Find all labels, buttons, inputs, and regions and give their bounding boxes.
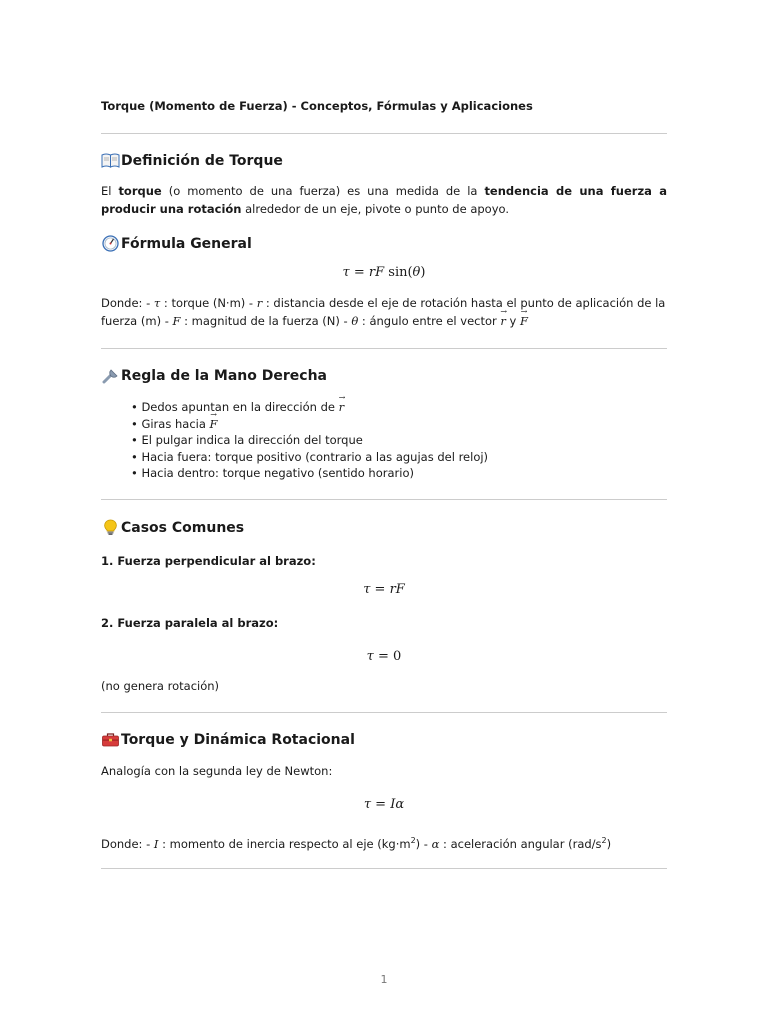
- text: Donde: -: [101, 836, 154, 851]
- formula-variables: [101, 294, 667, 330]
- list-item: [131, 449, 488, 466]
- bold-text: torque: [118, 184, 162, 198]
- section-title: Fórmula General: [121, 235, 252, 252]
- divider: [101, 133, 667, 134]
- open-book-icon: [101, 152, 120, 169]
- text: ): [606, 836, 612, 851]
- text: El pulgar indica la dirección del torque: [141, 433, 363, 447]
- math-symbol: α: [431, 836, 440, 851]
- text: : aceleración angular (rad/s: [439, 836, 602, 851]
- divider: [101, 868, 667, 869]
- math-symbol: τ: [342, 265, 350, 280]
- list-item: [131, 432, 488, 449]
- text: Hacia fuera: torque positivo (contrario a las agujas del reloj): [141, 449, 489, 464]
- vector-symbol: F →: [520, 312, 528, 330]
- case2-equation: [101, 649, 667, 664]
- text: Giras hacia: [141, 416, 210, 431]
- divider: [101, 499, 667, 500]
- math-symbol: Iα: [390, 797, 405, 812]
- case2-label: 2. Fuerza paralela al brazo:: [101, 616, 279, 630]
- text: (o momento de una fuerza) es una medida de la: [161, 184, 485, 198]
- case1-equation: [101, 582, 667, 597]
- vector-symbol: F →: [210, 416, 218, 433]
- vector-symbol: r →: [339, 399, 345, 416]
- document-title: Torque (Momento de Fuerza) - Conceptos, Fórmulas y Aplicaciones: [101, 99, 533, 113]
- compass-icon: [101, 235, 120, 252]
- math-symbol: rF: [368, 265, 385, 280]
- section-title: Casos Comunes: [121, 519, 245, 536]
- text: : momento de inercia respecto al eje (kg·m: [158, 836, 411, 851]
- math-operator: ): [420, 265, 426, 280]
- text: y: [505, 314, 521, 328]
- torque-equation: [101, 265, 667, 280]
- light-bulb-icon: [101, 519, 120, 536]
- section-title: Definición de Torque: [121, 152, 283, 169]
- math-symbol: rF: [389, 582, 405, 597]
- section-title: Regla de la Mano Derecha: [121, 367, 327, 384]
- math-operator: =: [349, 265, 369, 280]
- text: : distancia desde el eje de rotación hasta el punto de aplicación de la fuerza (m) -: [101, 296, 666, 328]
- section-heading-definicion: [101, 152, 283, 169]
- list-item: [131, 465, 488, 482]
- section-heading-formula: [101, 235, 252, 252]
- text: : torque (N·m) -: [160, 296, 257, 310]
- math-symbol: θ: [351, 314, 359, 328]
- math-symbol: I: [153, 836, 159, 851]
- divider: [101, 348, 667, 349]
- dynamics-equation: [101, 797, 667, 812]
- bold-text: tendencia de una fuerza a producir una rotación: [101, 184, 667, 216]
- definition-paragraph: [101, 182, 667, 218]
- math-symbol: θ: [412, 265, 421, 280]
- right-hand-rule-list: [131, 399, 488, 482]
- math-operator: =: [370, 582, 390, 597]
- math-symbol: τ: [363, 582, 371, 597]
- text: : magnitud de la fuerza (N) -: [180, 314, 352, 328]
- text: Dedos apuntan en la dirección de: [141, 400, 339, 414]
- math-operator: =: [371, 797, 391, 812]
- text: Hacia dentro: torque negativo (sentido horario): [141, 466, 414, 480]
- section-heading-casos: [101, 519, 244, 536]
- section-title: Torque y Dinámica Rotacional: [121, 731, 355, 748]
- vector-symbol: r →: [500, 312, 506, 330]
- list-item: [131, 399, 488, 416]
- dynamics-variables: [101, 832, 667, 853]
- text: ) -: [415, 836, 432, 851]
- math-symbol: τ: [366, 649, 374, 664]
- wrench-icon: [101, 367, 120, 384]
- text: : ángulo entre el vector: [358, 314, 501, 328]
- list-item: [131, 416, 488, 433]
- toolbox-icon: [101, 731, 120, 748]
- text: alrededor de un eje, pivote o punto de apoyo.: [241, 202, 509, 216]
- math-symbol: τ: [153, 296, 161, 310]
- math-symbol: τ: [363, 797, 372, 812]
- math-symbol: r: [256, 296, 263, 310]
- superscript: 2: [410, 836, 416, 845]
- superscript: 2: [601, 836, 607, 845]
- section-heading-dinamica: [101, 731, 355, 748]
- dynamics-intro: Analogía con la segunda ley de Newton:: [101, 764, 333, 778]
- section-heading-regla: [101, 367, 327, 384]
- divider: [101, 712, 667, 713]
- text: Donde: -: [101, 296, 154, 310]
- math-number: 0: [393, 649, 402, 664]
- case1-label: 1. Fuerza perpendicular al brazo:: [101, 554, 316, 568]
- case2-note: (no genera rotación): [101, 679, 220, 693]
- text: El: [101, 184, 119, 198]
- page-number: 1: [380, 973, 388, 986]
- math-operator: =: [373, 649, 394, 664]
- math-function: sin(: [384, 265, 413, 280]
- math-symbol: F: [172, 314, 181, 328]
